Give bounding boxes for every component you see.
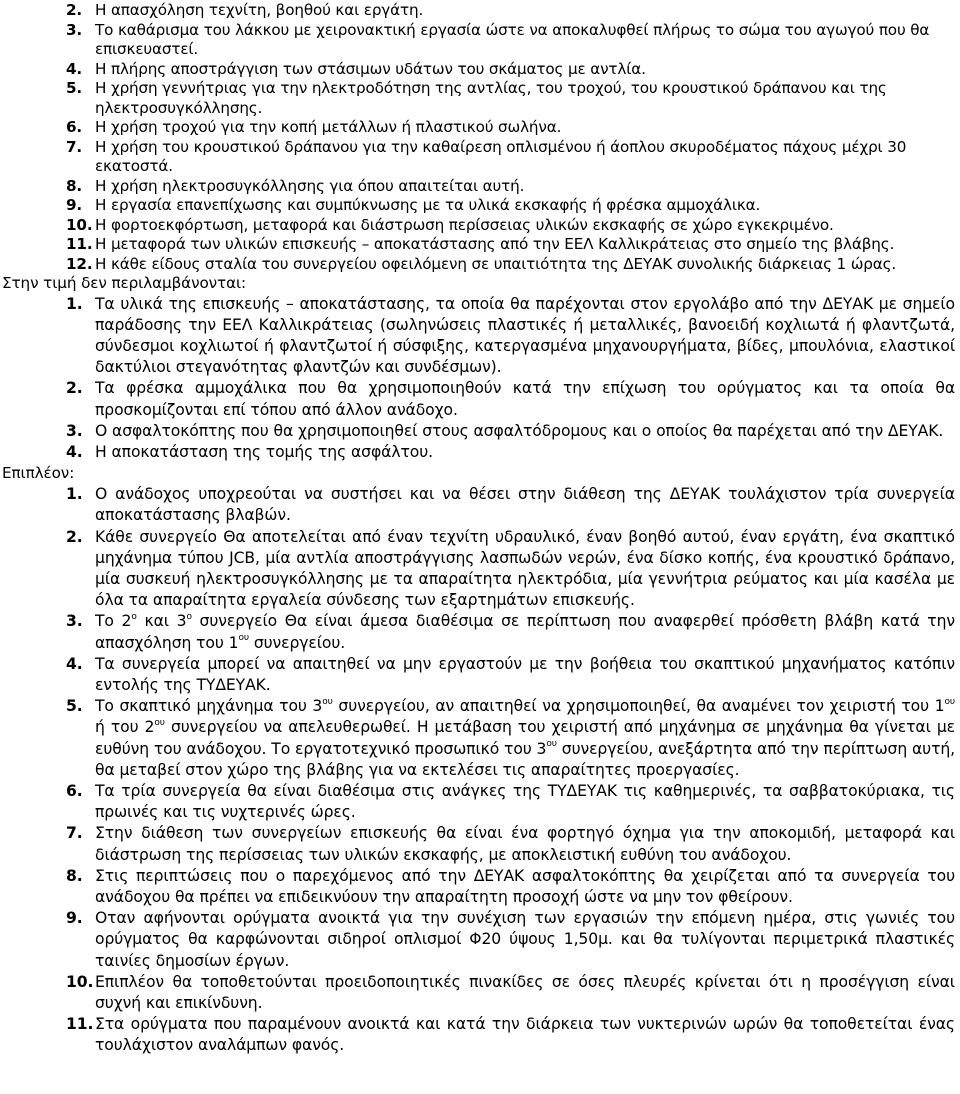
list-item-text: Η χρήση τροχού για την κοπή μετάλλων ή πλαστικού σωλήνα.	[95, 118, 562, 136]
list-item-number: 1.	[66, 294, 83, 313]
list-item	[66, 908, 955, 972]
list-item	[66, 527, 955, 612]
ordinal-superscript: ου	[944, 696, 955, 707]
list-item	[66, 79, 956, 118]
list-item-text: Τα συνεργεία μπορεί να απαιτηθεί να μην εργαστούν με την βοήθεια του σκαπτικού μηχανήματος κατόπιν εντολής της ΤΥΔΕΥΑΚ.	[95, 654, 955, 694]
ordinal-superscript: ου	[154, 718, 165, 729]
list-item-number: 11.	[66, 1015, 94, 1034]
list-item	[66, 118, 956, 138]
list-item-number: 12.	[66, 254, 93, 273]
text-run: συνεργείου να απελευθερωθεί. Η μετάβαση του χειριστή από μηχάνημα σε μηχάνημα θα γίνεται με ευθύνη του ανάδοχου. Το εργατοτεχνικό προσωπικό του 3	[95, 718, 955, 758]
list-item-text: Τα φρέσκα αμμοχάλικα που θα χρησιμοποιηθούν κατά την επίχωση του ορύγματος και τα οποία θα προσκομίζονται επί τόπου από άλλον ανάδοχο.	[95, 379, 955, 419]
list-item-text: Η χρήση γεννήτριας για την ηλεκτροδότηση της αντλίας, του τροχού, του κρουστικού δράπανου και της ηλεκτροσυγκόλλησης.	[95, 79, 887, 117]
list-item	[66, 177, 956, 197]
text-run: συνεργείου, αν απαιτηθεί να χρησιμοποιηθεί, θα αναμένει τον χειριστή του 1	[332, 697, 945, 716]
list-item-text: Τα τρία συνεργεία θα είναι διαθέσιμα στις ανάγκες της ΤΥΔΕΥΑΚ τις καθημερινές, τα σαββατοκύριακα, τις πρωινές και τις νυχτερινές ώρες.	[95, 781, 955, 822]
list-item	[66, 442, 955, 463]
list-item-text: Το καθάρισμα του λάκκου με χειρονακτική εργασία ώστε να αποκαλυφθεί πλήρως το σώμα του αγωγού που θα επισκευαστεί.	[95, 20, 930, 58]
list-item-number: 1.	[66, 485, 83, 504]
list-item-text: Στις περιπτώσεις που ο παρεχόμενος από την ΔΕΥΑΚ ασφαλτοκόπτης θα χειρίζεται από τα συνεργεία του ανάδοχου θα πρέπει να επιδεικνύουν την απαραίτητη προσοχή ώστε να μην τον φθείρουν.	[95, 866, 955, 906]
list-item	[66, 21, 956, 60]
included-list	[0, 1, 960, 274]
list-item-text: Η αποκατάσταση της τομής της ασφάλτου.	[95, 442, 433, 461]
list-item-text: Η χρήση ηλεκτροσυγκόλλησης για όπου απαιτείται αυτή.	[95, 176, 525, 195]
list-item	[66, 484, 955, 526]
list-item-number: 11.	[66, 235, 93, 253]
list-item	[66, 378, 955, 420]
heading-not-included: Στην τιμή δεν περιλαμβάνονται:	[2, 274, 247, 292]
list-item	[66, 1014, 955, 1056]
list-item-text: Η κάθε είδους σταλία του συνεργείου οφειλόμενη σε υπαιτιότητα της ΔΕΥΑΚ συνολικής διάρκειας 1 ώρας.	[95, 254, 897, 273]
list-item-number: 7.	[66, 137, 83, 156]
list-item	[66, 1, 956, 21]
list-item-number: 3.	[66, 421, 83, 440]
list-item-number: 8.	[66, 866, 83, 885]
list-item	[66, 235, 956, 255]
list-item-number: 2.	[66, 527, 83, 546]
list-item	[66, 654, 955, 696]
list-item	[66, 294, 955, 379]
list-item-number: 4.	[66, 654, 83, 673]
list-item-text: Η χρήση του κρουστικού δράπανου για την καθαίρεση οπλισμένου ή άοπλου σκυροδέματος πάχους μέχρι 30 εκατοστά.	[95, 137, 907, 175]
list-item-text: Η φορτοεκφόρτωση, μεταφορά και διάστρωση περίσσειας υλικών εκσκαφής σε χώρο εγκεκριμένο.	[95, 215, 834, 234]
list-item-text	[95, 611, 955, 653]
list-item-number: 5.	[66, 79, 83, 97]
list-item-text: Η εργασία επανεπίχωσης και συμπύκνωσης με τα υλικά εκσκαφής ή φρέσκα αμμοχάλικα.	[95, 196, 761, 214]
list-item-number: 4.	[66, 442, 83, 461]
list-item-text: Οταν αφήνονται ορύγματα ανοικτά για την συνέχιση των εργασιών την επόμενη ημέρα, στις γωνιές του ορύγματος θα καρφώνονται σιδηροί οπλισμοί Φ20 ύψους 1,50μ. και θα τυλίγονται περιμετρικά πλαστικές ταινίες δημοσίων έργων.	[95, 909, 955, 970]
ordinal-superscript: ου	[322, 696, 333, 707]
list-item-number: 6.	[66, 781, 83, 800]
list-item	[66, 60, 956, 80]
list-item	[66, 255, 956, 275]
list-item	[66, 781, 955, 823]
list-item	[66, 972, 955, 1014]
list-item-number: 10.	[66, 215, 93, 234]
list-item-number: 3.	[66, 612, 83, 631]
list-item-number: 7.	[66, 824, 83, 843]
list-item-text: Η μεταφορά των υλικών επισκευής – αποκατάστασης από την ΕΕΛ Καλλικράτειας στο σημείο της βλάβης.	[95, 235, 895, 253]
list-item	[66, 138, 956, 177]
heading-additionally: Επιπλέον:	[2, 464, 75, 483]
list-item-text: Η πλήρης αποστράγγιση των στάσιμων υδάτων του σκάματος με αντλία.	[95, 59, 646, 78]
list-item-text: Ο ανάδοχος υποχρεούται να συστήσει και να θέσει στην διάθεση της ΔΕΥΑΚ τουλάχιστον τρία συνεργεία αποκατάστασης βλαβών.	[95, 485, 955, 525]
list-item-number: 6.	[66, 118, 83, 136]
ordinal-superscript: ο	[131, 612, 137, 623]
list-item-text: Τα υλικά της επισκευής – αποκατάστασης, τα οποία θα παρέχονται στον εργολάβο από την ΔΕΥΑΚ με σημείο παράδοσης την ΕΕΛ Καλλικράτειας (σωληνώσεις πλαστικές ή μεταλλικές, βανοειδή κοχλιωτά ή φλαντζωτά, σύνδεσμοι κοχλιωτοί ή φλαντζωτοί ή σύσφιξης, κατεργασμένα μηχανουργήματα, βίδες, μπουλόνια, ελαστικοί δακτύλιοι στεγανότητας φλαντζών και συνδέσμων).	[95, 294, 955, 377]
text-run: συνεργείου, ανεξάρτητα από την περίπτωση αυτή, θα μεταβεί στον χώρο της βλάβης για να εκτελέσει τις απαραίτητες προεργασίες.	[95, 739, 956, 779]
list-item-text: Στα ορύγματα που παραμένουν ανοικτά και κατά την διάρκεια των νυκτερινών ωρών θα τοποθετείται ένας τουλάχιστον αναλάμπων φανός.	[95, 1015, 955, 1055]
list-item-text: Στην διάθεση των συνεργείων επισκευής θα είναι ένα φορτηγό όχημα για την αποκομιδή, μεταφορά και διάστρωση της περίσσειας των υλικών εκσκαφής, με αποκλειστική ευθύνη του ανάδοχου.	[95, 824, 955, 864]
list-item-text: Επιπλέον θα τοποθετούνται προειδοποιητικές πινακίδες σε όσες πλευρές κρίνεται ότι η προσέγγιση είναι συχνή και επικίνδυνη.	[95, 972, 955, 1012]
list-item	[66, 611, 955, 653]
list-item-text: Κάθε συνεργείο Θα αποτελείται από έναν τεχνίτη υδραυλικό, έναν βοηθό αυτού, έναν εργάτη, ένα σκαπτικό μηχάνημα τύπου JCB, μία αντλία αποστράγγισης λασπωδών νερών, ένα δίσκο κοπής, ένα κρουστικό δράπανο, μία συσκευή ηλεκτροσυγκόλλησης με τα απαραίτητα ηλεκτρόδια, μία γεννήτρια ρεύματος και μία κασέλα με όλα τα απαραίτητα εργαλεία σύνδεσης των εξαρτημάτων επισκευής.	[95, 527, 955, 610]
list-item-number: 9.	[66, 909, 83, 928]
list-item	[66, 823, 955, 865]
list-item	[66, 216, 956, 236]
list-item	[66, 696, 955, 781]
ordinal-superscript: ο	[186, 612, 192, 623]
text-run: και 3	[136, 612, 187, 631]
list-item-number: 2.	[66, 379, 83, 398]
list-item-number: 3.	[66, 20, 83, 39]
text-run: ή του 2	[95, 718, 155, 737]
list-item-text: Ο ασφαλτοκόπτης που θα χρησιμοποιηθεί στους ασφαλτόδρομους και ο οποίος θα παρέχεται από την ΔΕΥΑΚ.	[95, 421, 944, 440]
list-item	[66, 421, 955, 442]
additional-list	[0, 484, 960, 1056]
ordinal-superscript: ου	[238, 633, 249, 644]
text-run: συνεργείο Θα είναι άμεσα διαθέσιμα σε περίπτωση που αναφερθεί πρόσθετη βλάβη κατά την απασχόληση του 1	[95, 612, 955, 652]
list-item-number: 9.	[66, 196, 83, 214]
list-item-number: 8.	[66, 176, 83, 195]
list-item-number: 10.	[66, 972, 94, 991]
list-item-text	[95, 696, 955, 781]
list-item-number: 2.	[66, 1, 83, 19]
list-item-number: 5.	[66, 697, 83, 716]
list-item	[66, 196, 956, 216]
not-included-list	[0, 294, 960, 464]
ordinal-superscript: ου	[546, 739, 557, 750]
text-run: Το σκαπτικό μηχάνημα του 3	[95, 697, 323, 716]
list-item	[66, 866, 955, 908]
text-run: συνεργείου.	[248, 633, 346, 652]
text-run: Το 2	[95, 612, 132, 631]
list-item-text: Η απασχόληση τεχνίτη, βοηθού και εργάτη.	[95, 1, 424, 19]
list-item-number: 4.	[66, 59, 83, 78]
